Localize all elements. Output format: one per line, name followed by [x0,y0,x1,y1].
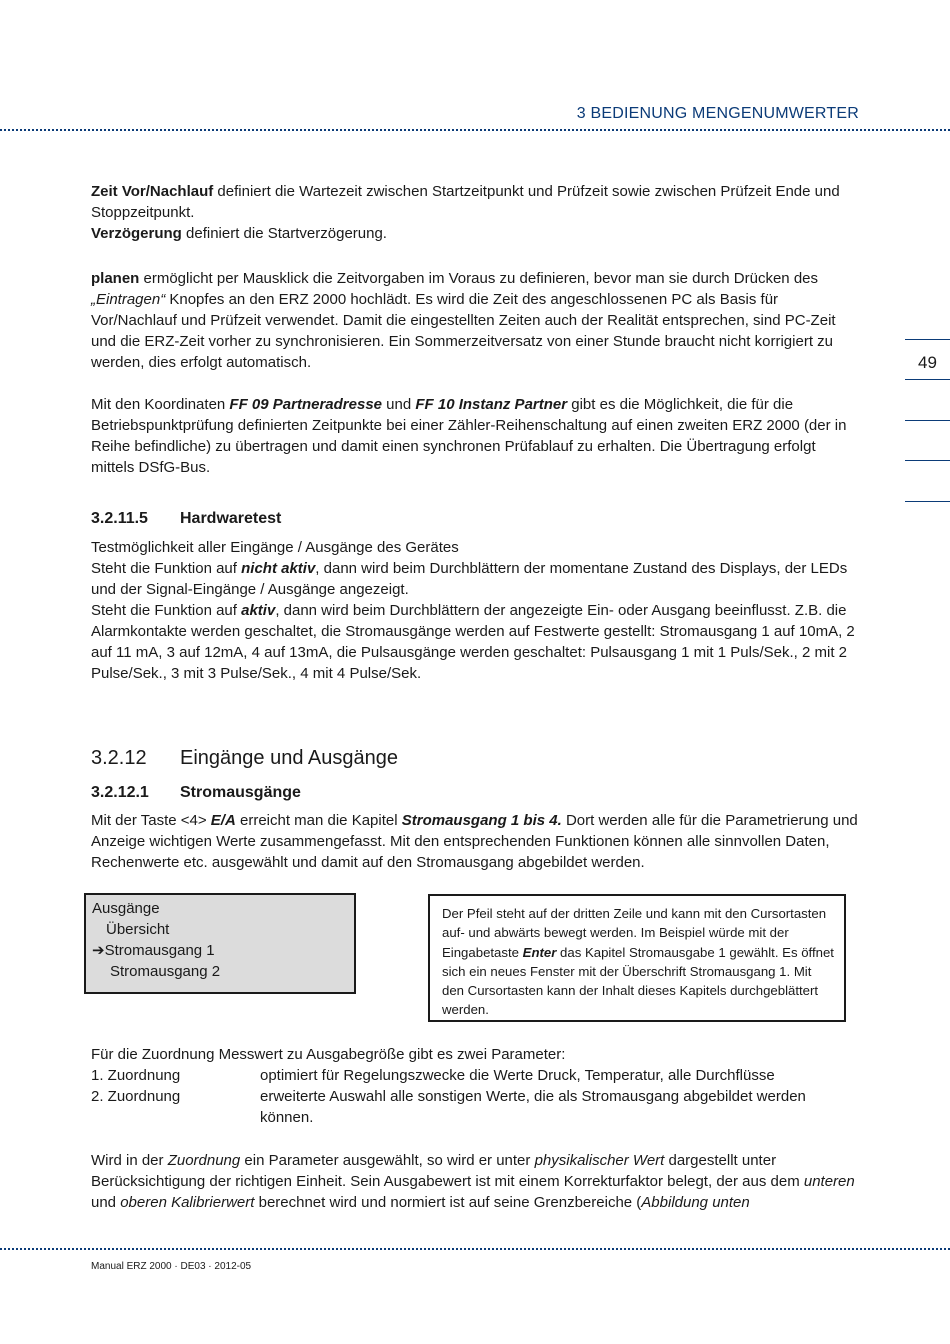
assignment-text: optimiert für Regelungszwecke die Werte Druck, Temperatur, alle Durchflüsse [260,1067,775,1084]
paragraph-koordinaten [91,394,861,478]
text: gibt es die Möglichkeit, die für die Betriebspunktprüfung definierten Zeitpunkte bei einer Zähler-Reihenschaltung auf einen zweiten ERZ 2000 (der in Reihe befindliche) zu übertragen und damit einen synchronen Prüfablauf zu erhalten. Die Übertragung erfolgt mittels DSfG-Bus. [91,396,847,476]
text: definiert die Startverzögerung. [181,225,387,242]
term-abbildung-unten: Abbildung unten [641,1194,750,1211]
text: ermöglicht per Mausklick die Zeitvorgaben im Voraus zu definieren, bevor man sie durch Drücken des [139,270,818,287]
text: berechnet wird und normiert ist auf seine Grenzbereiche ( [254,1194,642,1211]
footer-divider [0,1248,950,1250]
term-nicht-aktiv: nicht aktiv [241,560,316,577]
section-number: 3.2.11.5 [91,510,148,527]
section-title: Eingänge und Ausgänge [180,747,398,769]
header-divider [0,129,950,131]
term-verzoegerung: Verzögerung [91,225,182,242]
text: Steht die Funktion auf [91,560,242,577]
paragraph-zeit-vor-nachlauf [91,181,861,244]
section-heading-stromausgaenge [91,784,301,802]
text: Steht die Funktion auf [91,602,242,619]
text: das Kapitel Stromausgabe 1 gewählt. Es öffnet sich ein neues Fenster mit der Überschrift Stromausgang 1. Mit den Cursortasten kann der Inhalt dieses Kapitels durchgeblättert werden. [442,944,834,1018]
text: Mit der Taste <4> [91,812,211,829]
assignment-intro: Für die Zuordnung Messwert zu Ausgabegröße gibt es zwei Parameter: [91,1046,566,1063]
term-instanz-partner: FF 10 Instanz Partner [415,396,568,413]
section-title: Stromausgänge [180,784,301,801]
assignment-label: 2. Zuordnung [91,1088,181,1105]
paragraph-zuordnung [91,1150,861,1213]
text: erreicht man die Kapitel [235,812,402,829]
term-eintragen: „Eintragen“ [91,291,166,308]
term-physikalischer-wert: physikalischer Wert [534,1152,665,1169]
text: und [382,396,416,413]
paragraph-stromausgaenge [91,810,861,873]
display-line: Ausgänge [92,900,160,917]
term-unteren: unteren [803,1173,855,1190]
section-number: 3.2.12 [91,747,147,769]
assignment-label: 1. Zuordnung [91,1067,181,1084]
term-enter: Enter [522,944,557,960]
term-aktiv: aktiv [241,602,276,619]
margin-marker [905,460,950,461]
display-line [92,919,354,940]
term-stromausgang-1-bis-4: Stromausgang 1 bis 4. [401,812,562,829]
paragraph-hardwaretest [91,537,861,684]
text: Testmöglichkeit aller Eingänge / Ausgänge des Gerätes [91,539,459,556]
margin-marker [905,420,950,421]
term-e-a: E/A [210,812,236,829]
display-line [92,961,354,982]
term-oberen-kalibrierwert: oberen Kalibrierwert [120,1194,255,1211]
explanation-note [428,894,846,1022]
display-text: Stromausgang 1 [104,942,215,959]
text: Knopfes an den ERZ 2000 hochlädt. Es wird die Zeit des angeschlossenen PC als Basis für Vor/Nachlauf und Prüfzeit verwendet. Damit die eingestellten Zeiten auch der Realität entsprechen, sind PC-Zeit und die ERZ-Zeit vorher zu synchronisieren. Ein Sommerzeitversatz von einer Stunde braucht nicht korrigiert zu werden, dies erfolgt automatisch. [91,291,836,371]
text: definiert die Wartezeit zwischen Startzeitpunkt und Prüfzeit sowie zwischen Prüfzeit Ende und Stoppzeitpunkt. [91,183,840,221]
page-number: 49 [918,353,937,372]
section-heading-eingaenge-ausgaenge [91,747,398,770]
text: Dort werden alle für die Parametrierung und Anzeige wichtigen Werte zusammengefasst. Mit den entsprechenden Funktionen können alle sinnvollen Daten, Rechenwerte etc. ausgewählt und damit auf den Stromausgang abgebildet werden. [91,812,858,871]
chapter-title: 3 BEDIENUNG MENGENUMWERTER [576,105,859,122]
text: Der Pfeil steht auf der dritten Zeile und kann mit den Cursortasten auf- und abwärts bewegt werden. Im Beispiel würde mit der Eingabetaste [442,906,827,960]
display-text: Stromausgang 2 [110,963,221,980]
text: , dann wird beim Durchblättern der momentane Zustand des Displays, der LEDs und der Signal-Eingänge / Ausgänge angezeigt. [91,560,848,598]
text: , dann wird beim Durchblättern der angezeigte Ein- oder Ausgang beeinflusst. Z.B. die Alarmkontakte werden geschaltet, die Stromausgänge werden auf Festwerte gestellt: Stromausgang 1 auf 10mA, 2 auf 11 mA, 3 auf 12mA, 4 auf 13mA, die Pulsausgänge werden geschaltet: Pulsausgang 1 mit 1 Puls/Sek., 2 mit 2 Pulse/Sek., 3 mit 3 Pulse/Sek., 4 mit 4 Pulse/Sek. [91,602,855,682]
section-number: 3.2.12.1 [91,784,149,801]
margin-marker [905,501,950,502]
display-text: Übersicht [106,921,170,938]
term-planen: planen [91,270,140,287]
paragraph-planen [91,268,861,373]
arrow-right-icon: ➔ [92,942,105,959]
text: Wird in der [91,1152,168,1169]
text: dargestellt unter Berücksichtigung der richtigen Einheit. Sein Ausgabewert ist mit einem Korrekturfaktor belegt, der aus dem [91,1152,804,1190]
assignment-text: erweiterte Auswahl alle sonstigen Werte, die als Stromausgang abgebildet werden können. [260,1088,806,1126]
term-zuordnung: Zuordnung [167,1152,241,1169]
text: Mit den Koordinaten [91,396,230,413]
device-display-illustration [84,893,356,994]
text: ein Parameter ausgewählt, so wird er unter [240,1152,535,1169]
margin-marker [905,339,950,340]
term-partneradresse: FF 09 Partneradresse [229,396,382,413]
margin-marker [905,379,950,380]
section-title: Hardwaretest [180,510,282,527]
assignment-row [91,1065,861,1086]
section-heading-hardwaretest [91,510,281,528]
assignment-section [91,1044,861,1128]
term-zeit-vor-nachlauf: Zeit Vor/Nachlauf [91,183,214,200]
assignment-row [91,1086,861,1128]
text: und [91,1194,121,1211]
display-line-selected [92,940,354,961]
footer-text: Manual ERZ 2000 · DE03 · 2012-05 [91,1261,252,1272]
